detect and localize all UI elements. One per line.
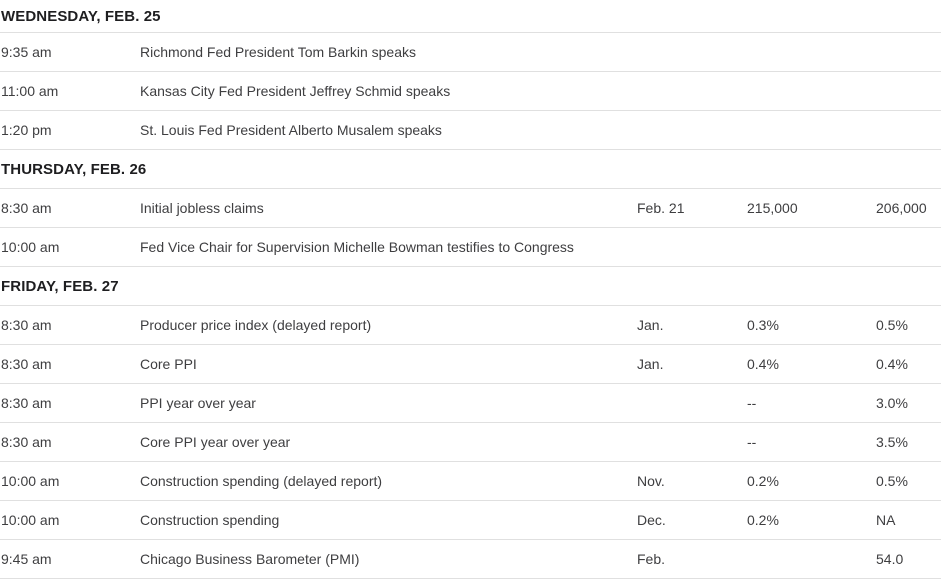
median-forecast-cell: 0.3% xyxy=(747,317,779,333)
calendar-row xyxy=(0,345,941,384)
calendar-row xyxy=(0,501,941,540)
previous-cell: 3.5% xyxy=(876,434,908,450)
previous-cell: 3.0% xyxy=(876,395,908,411)
day-rows xyxy=(0,189,941,267)
report-cell: Construction spending xyxy=(140,512,280,528)
calendar-day-section xyxy=(0,0,941,150)
calendar-row xyxy=(0,72,941,111)
time-cell: 8:30 am xyxy=(1,356,52,372)
report-cell: Fed Vice Chair for Supervision Michelle Bowman testifies to Congress xyxy=(140,239,574,255)
report-cell: Core PPI xyxy=(140,356,197,372)
time-cell: 10:00 am xyxy=(1,473,60,489)
report-cell: Initial jobless claims xyxy=(140,200,264,216)
report-cell: St. Louis Fed President Alberto Musalem speaks xyxy=(140,122,442,138)
median-forecast-cell: 0.4% xyxy=(747,356,779,372)
period-cell: Dec. xyxy=(637,512,666,528)
calendar-row xyxy=(0,228,941,267)
calendar-row xyxy=(0,306,941,345)
median-forecast-cell: -- xyxy=(747,395,757,411)
report-cell: Chicago Business Barometer (PMI) xyxy=(140,551,360,567)
calendar-row xyxy=(0,189,941,228)
day-header-label: THURSDAY, FEB. 26 xyxy=(1,160,147,178)
day-header-row xyxy=(0,0,941,33)
period-cell: Jan. xyxy=(637,356,664,372)
time-cell: 1:20 pm xyxy=(1,122,52,138)
time-cell: 10:00 am xyxy=(1,239,60,255)
time-cell: 9:35 am xyxy=(1,44,52,60)
time-cell: 8:30 am xyxy=(1,434,52,450)
day-header-label: FRIDAY, FEB. 27 xyxy=(1,277,119,295)
median-forecast-cell: 215,000 xyxy=(747,200,798,216)
calendar-row xyxy=(0,423,941,462)
period-cell: Nov. xyxy=(637,473,665,489)
calendar-row xyxy=(0,384,941,423)
time-cell: 9:45 am xyxy=(1,551,52,567)
report-cell: PPI year over year xyxy=(140,395,256,411)
median-forecast-cell: -- xyxy=(747,434,757,450)
calendar-row xyxy=(0,462,941,501)
median-forecast-cell: 0.2% xyxy=(747,473,779,489)
day-header-row xyxy=(0,267,941,306)
median-forecast-cell: 0.2% xyxy=(747,512,779,528)
calendar-day-section xyxy=(0,150,941,267)
calendar-row xyxy=(0,540,941,579)
previous-cell: 0.5% xyxy=(876,317,908,333)
day-rows xyxy=(0,33,941,150)
day-rows xyxy=(0,306,941,579)
time-cell: 8:30 am xyxy=(1,317,52,333)
time-cell: 8:30 am xyxy=(1,200,52,216)
previous-cell: 0.5% xyxy=(876,473,908,489)
calendar-row xyxy=(0,111,941,150)
calendar-day-section xyxy=(0,267,941,579)
report-cell: Producer price index (delayed report) xyxy=(140,317,372,333)
period-cell: Feb. 21 xyxy=(637,200,685,216)
period-cell: Jan. xyxy=(637,317,664,333)
period-cell: Feb. xyxy=(637,551,666,567)
report-cell: Construction spending (delayed report) xyxy=(140,473,383,489)
report-cell: Kansas City Fed President Jeffrey Schmid speaks xyxy=(140,83,451,99)
calendar-row xyxy=(0,33,941,72)
previous-cell: 54.0 xyxy=(876,551,904,567)
time-cell: 10:00 am xyxy=(1,512,60,528)
time-cell: 8:30 am xyxy=(1,395,52,411)
previous-cell: 0.4% xyxy=(876,356,908,372)
day-header-row xyxy=(0,150,941,189)
report-cell: Core PPI year over year xyxy=(140,434,291,450)
report-cell: Richmond Fed President Tom Barkin speaks xyxy=(140,44,416,60)
day-header-label: WEDNESDAY, FEB. 25 xyxy=(1,7,161,25)
previous-cell: 206,000 xyxy=(876,200,927,216)
time-cell: 11:00 am xyxy=(1,83,59,99)
previous-cell: NA xyxy=(876,512,896,528)
